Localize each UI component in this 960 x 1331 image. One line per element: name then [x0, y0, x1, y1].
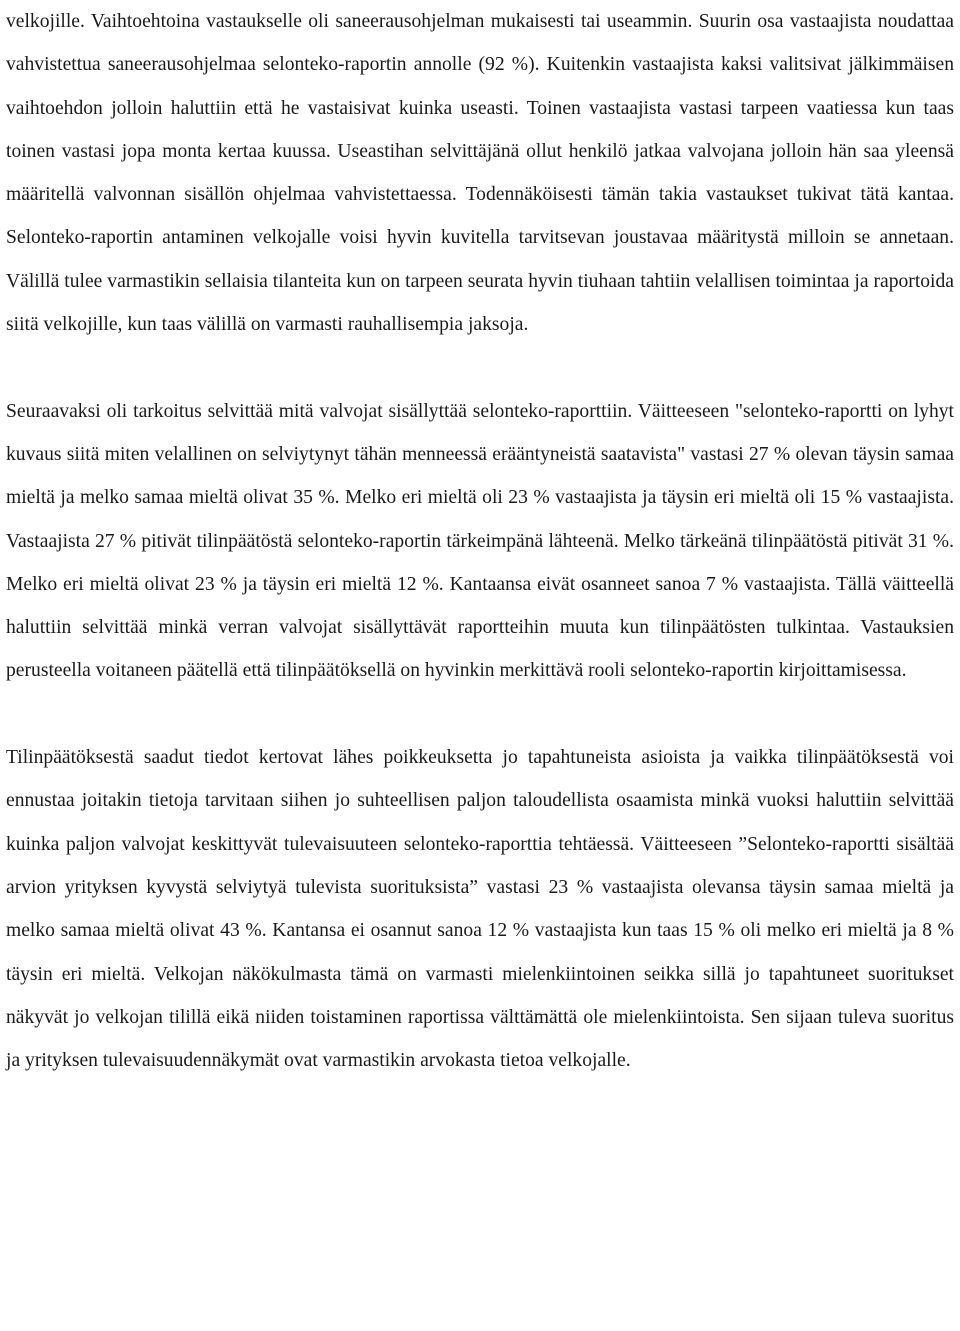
document-page — [6, 0, 954, 1082]
paragraph-future-outlook: Tilinpäätöksestä saadut tiedot kertovat lähes poikkeuksetta jo tapahtuneista asioista ja vaikka tilinpäätöksestä voi ennustaa joitakin tietoja tarvitaan siihen jo suhteellisen paljon taloudellista osaamista minkä vuoksi haluttiin selvittää kuinka paljon valvojat keskittyvät tulevaisuuteen selonteko-raporttia tehtäessä. Väitteeseen ”Selonteko-raportti sisältää arvion yrityksen kyvystä selviytyä tulevista suorituksista” vastasi 23 % vastaajista olevansa täysin samaa mieltä ja melko samaa mieltä olivat 43 %. Kantansa ei osannut sanoa 12 % vastaajista kun taas 15 % oli melko eri mieltä ja 8 % täysin eri mieltä. Velkojan näkökulmasta tämä on varmasti mielenkiintoinen seikka sillä jo tapahtuneet suoritukset näkyvät jo velkojan tilillä eikä niiden toistaminen raportissa välttämättä ole mielenkiintoista. Sen sijaan tuleva suoritus ja yrityksen tulevaisuudennäkymät ovat varmastikin arvokasta tietoa velkojalle. — [6, 747, 954, 1072]
paragraph-reporting-frequency: velkojille. Vaihtoehtoina vastaukselle oli saneerausohjelman mukaisesti tai useammin. Suurin osa vastaajista noudattaa vahvistettua saneerausohjelmaa selonteko-raportin annolle (92 %). Kuitenkin vastaajista kaksi valitsivat jälkimmäisen vaihtoehdon jolloin haluttiin että he vastaisivat kuinka useasti. Toinen vastaajista vastasi tarpeen vaatiessa kun taas toinen vastasi jopa monta kertaa kuussa. Useastihan selvittäjänä ollut henkilö jatkaa valvojana jolloin hän saa yleensä määritellä valvonnan sisällön ohjelmaa vahvistettaessa. Todennäköisesti tämän takia vastaukset tukivat tätä kantaa. Selonteko-raportin antaminen velkojalle voisi hyvin kuvitella tarvitsevan joustavaa määritystä milloin se annetaan. Välillä tulee varmastikin sellaisia tilanteita kun on tarpeen seurata hyvin tiuhaan tahtiin velallisen toimintaa ja raportoida siitä velkojille, kun taas välillä on varmasti rauhallisempia jaksoja. — [6, 11, 954, 336]
paragraph-report-contents: Seuraavaksi oli tarkoitus selvittää mitä valvojat sisällyttää selonteko-raporttiin. Väitteeseen "selonteko-raportti on lyhyt kuvaus siitä miten velallinen on selviytynyt tähän menneessä erääntyneistä saatavista" vastasi 27 % olevan täysin samaa mieltä ja melko samaa mieltä olivat 35 %. Melko eri mieltä oli 23 % vastaajista ja täysin eri mieltä oli 15 % vastaajista. Vastaajista 27 % pitivät tilinpäätöstä selonteko-raportin tärkeimpänä lähteenä. Melko tärkeänä tilinpäätöstä pitivät 31 %. Melko eri mieltä olivat 23 % ja täysin eri mieltä 12 %. Kantaansa eivät osanneet sanoa 7 % vastaajista. Tällä väitteellä haluttiin selvittää minkä verran valvojat sisällyttävät raportteihin muuta kun tilinpäätösten tulkintaa. Vastauksien perusteella voitaneen päätellä että tilinpäätöksellä on hyvinkin merkittävä rooli selonteko-raportin kirjoittamisessa. — [6, 400, 954, 682]
